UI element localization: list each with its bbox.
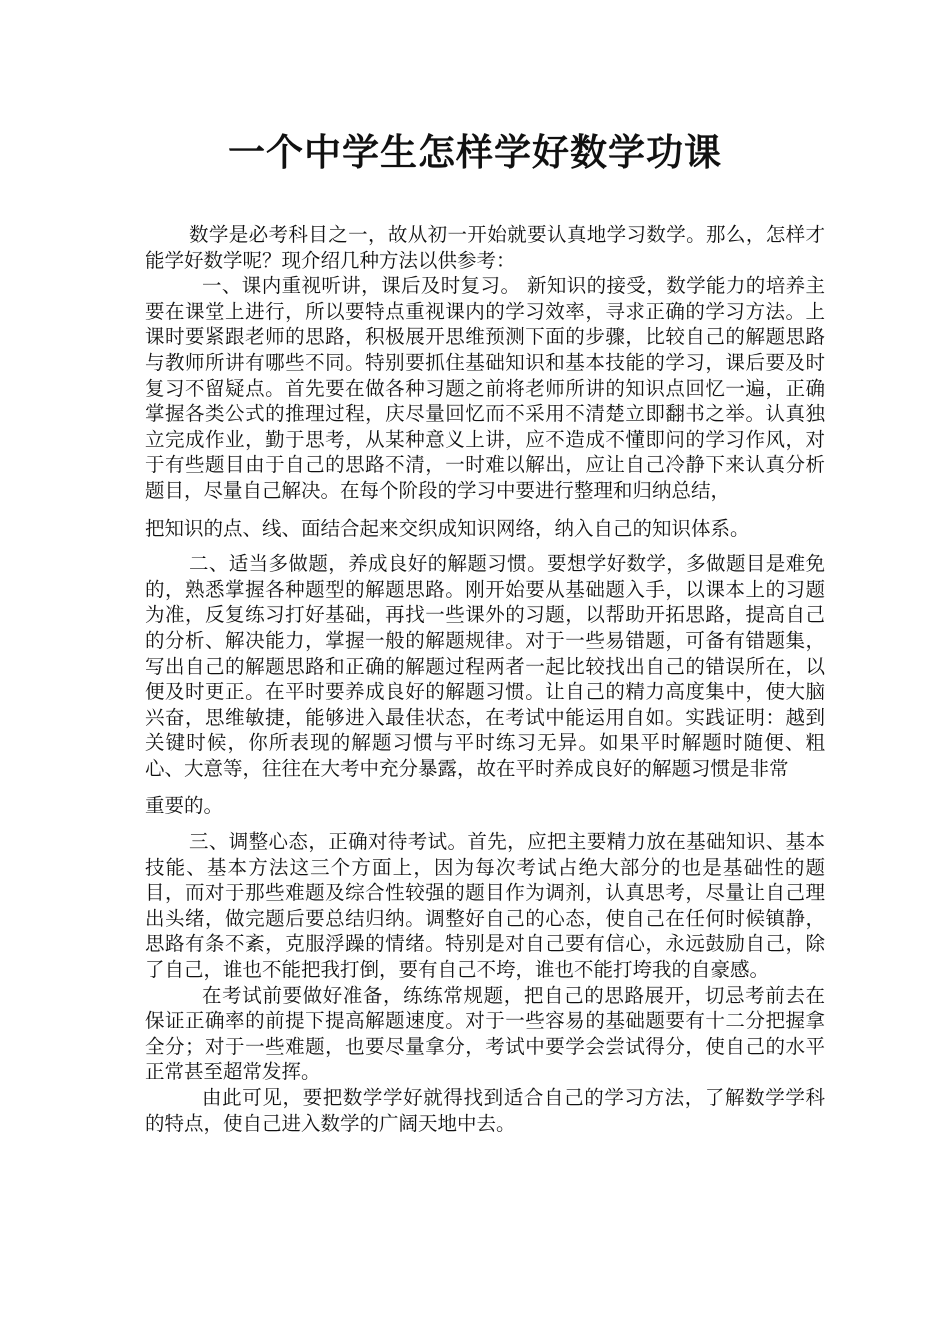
section-2-continuation: 重要的。 [145, 794, 224, 818]
exam-preparation-paragraph: 在考试前要做好准备，练练常规题，把自己的思路展开，切忌考前去在保证正确率的前提下提高解题速度。对于一些容易的基础题要有十二分把握拿全分；对于一些难题，也要尽量拿分，考试中要学会尝试得分，使自己的水平正常甚至超常发挥。 [145, 983, 825, 1084]
section-1-continuation: 把知识的点、线、面结合起来交织成知识网络，纳入自己的知识体系。 [145, 516, 750, 540]
section-1-paragraph: 一、课内重视听讲，课后及时复习。 新知识的接受，数学能力的培养主要在课堂上进行，所以要特点重视课内的学习效率，寻求正确的学习方法。上课时要紧跟老师的思路，积极展开思维预测下面的步骤，比较自己的解题思路与教师所讲有哪些不同。特别要抓住基础知识和基本技能的学习，课后要及时复习不留疑点。首先要在做各种习题之前将老师所讲的知识点回忆一遍，正确掌握各类公式的推理过程，庆尽量回忆而不采用不清楚立即翻书之举。认真独立完成作业，勤于思考，从某种意义上讲，应不造成不懂即问的学习作风，对于有些题目由于自己的思路不清，一时难以解出，应让自己冷静下来认真分析题目，尽量自己解决。在每个阶段的学习中要进行整理和归纳总结， [145, 274, 825, 502]
document-body [145, 222, 825, 1136]
intro-paragraph: 数学是必考科目之一，故从初一开始就要认真地学习数学。那么，怎样才能学好数学呢？现介绍几种方法以供参考： [145, 223, 825, 272]
section-3-paragraph: 三、调整心态，正确对待考试。首先，应把主要精力放在基础知识、基本技能、基本方法这三个方面上，因为每次考试占绝大部分的也是基础性的题目，而对于那些难题及综合性较强的题目作为调剂，认真思考，尽量让自己理出头绪，做完题后要总结归纳。调整好自己的心态，使自己在任何时候镇静，思路有条不紊，克服浮躁的情绪。特别是对自己要有信心，永远鼓励自己，除了自己，谁也不能把我打倒，要有自己不垮，谁也不能打垮我的自豪感。 [145, 830, 825, 982]
section-2-paragraph: 二、适当多做题，养成良好的解题习惯。要想学好数学，多做题目是难免的，熟悉掌握各种题型的解题思路。刚开始要从基础题入手，以课本上的习题为准，反复练习打好基础，再找一些课外的习题，以帮助开拓思路，提高自己的分析、解决能力，掌握一般的解题规律。对于一些易错题，可备有错题集，写出自己的解题思路和正确的解题过程两者一起比较找出自己的错误所在，以便及时更正。在平时要养成良好的解题习惯。让自己的精力高度集中，使大脑兴奋，思维敏捷，能够进入最佳状态，在考试中能运用自如。实践证明：越到关键时候，你所表现的解题习惯与平时练习无异。如果平时解题时随便、粗心、大意等，往往在大考中充分暴露，故在平时养成良好的解题习惯是非常 [145, 552, 825, 780]
conclusion-paragraph: 由此可见，要把数学学好就得找到适合自己的学习方法，了解数学学科的特点，使自己进入数学的广阔天地中去。 [145, 1086, 825, 1135]
document-title: 一个中学生怎样学好数学功课 [228, 131, 722, 174]
